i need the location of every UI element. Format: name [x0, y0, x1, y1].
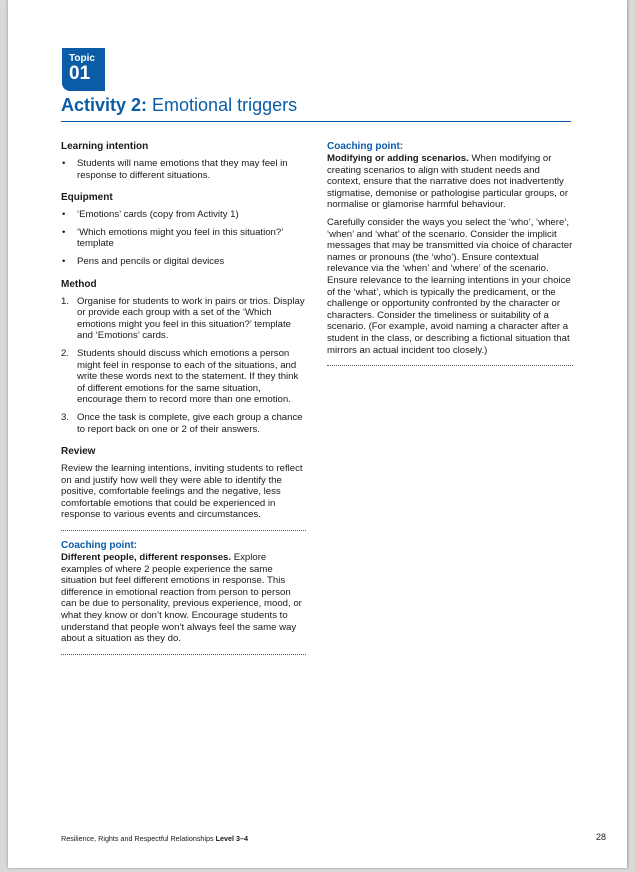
list-item: • Students will name emotions that they may feel in response to different situations. [62, 158, 288, 181]
topic-badge [62, 48, 105, 91]
equipment-heading: Equipment [61, 192, 113, 204]
coaching-point-text-2: Carefully consider the ways you select the ‘who’, ‘where’, ‘when’ and ‘what’ of the scenario. Consider the implicit messages that may be transmitted via choice of character names or pronouns (the ‘who’). Ensure contextual relevance via the ‘when’ and ‘where’ of the scenario. Ensure relevance to the learning intentions in your choice of the ‘what’, which is typically the predicament, or the challenge or opportunity confronted by the character or characters. Consider the timeliness or suitability of a scenario. (For example, avoid naming a character after a student in the class, or describing a fictional situation that mirrors an actual incident too closely.) [327, 216, 573, 356]
method-step: 3. Once the task is complete, give each group a chance to report back on one or 2 of their answers. [61, 411, 303, 435]
page-number: 28 [596, 832, 607, 842]
document-page [8, 0, 627, 868]
topic-number: 01 [69, 63, 91, 84]
dotted-divider [327, 365, 573, 366]
method-step: 2. Students should discuss which emotions a person might feel in response to each of the situations, and write these words next to the statement. If they think of different emotions for the same situation, encourage them to record more than one emotion. [61, 347, 299, 406]
list-item: • Pens and pencils or digital devices [62, 255, 225, 267]
title-divider [61, 121, 571, 122]
footer-level: Level 3–4 [215, 834, 248, 843]
review-heading: Review [61, 446, 96, 458]
topic-label: Topic [69, 53, 95, 64]
footer [61, 834, 248, 843]
list-item: • ‘Emotions’ cards (copy from Activity 1) [62, 209, 239, 221]
footer-text: Resilience, Rights and Respectful Relationships [61, 834, 216, 843]
activity-number: Activity 2: [61, 95, 148, 115]
coaching-point-text: Different people, different responses. Explore examples of where 2 people experience the same situation but feel different emotions in response. This difference in emotional reaction from person to person can be due to personality, previous experience, mood, or what they know or don’t know. Encourage students to understand that people won’t always feel the same way about a situation as they do. [61, 552, 302, 645]
dotted-divider [61, 654, 306, 655]
left-column [61, 141, 306, 664]
page-title [61, 95, 297, 116]
method-heading: Method [61, 278, 97, 290]
activity-name: Emotional triggers [147, 95, 298, 115]
dotted-divider [61, 530, 306, 531]
coaching-point-heading: Coaching point: [61, 540, 138, 552]
review-text: Review the learning intentions, inviting students to reflect on and justify how well they were able to identify the positive, comfortable feelings and the negative, less comfortable emotions that could be experienced in response to various events and circumstances. [61, 463, 303, 521]
learning-intention-heading: Learning intention [61, 141, 149, 152]
list-item: • ‘Which emotions might you feel in this situation?’ template [62, 226, 284, 250]
method-step: 1. Organise for students to work in pairs or trios. Display or provide each group with a set of the ‘Which emotions might you feel in this situation?’ template and ‘Emotions’ cards. [61, 295, 305, 342]
right-column [327, 141, 573, 375]
coaching-point-heading: Coaching point: [327, 141, 404, 152]
coaching-point-text: Modifying or adding scenarios. When modifying or creating scenarios to align with student needs and context, ensure that the narrative does not inadvertently stigmatise, demonise or pathologise particular groups, or normalise or glamorise harmful behaviour. [327, 153, 569, 211]
